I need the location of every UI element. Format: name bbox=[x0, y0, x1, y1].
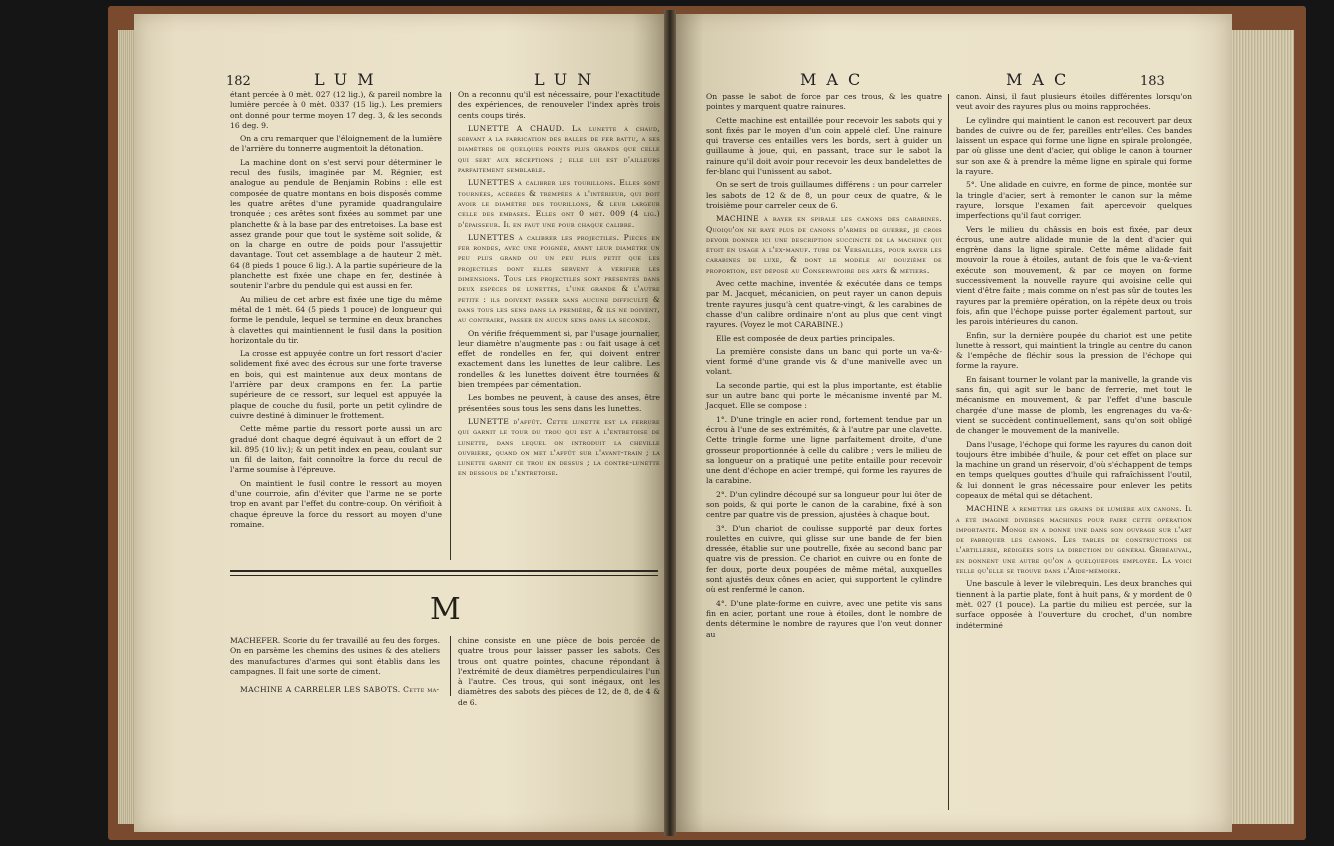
paragraph: Avec cette machine, inventée & exécutée dans ce temps par M. Jacquet, mécanicien, on peut rayer un canon depuis trente rayures jusqu'à cent quatre-vingt, & les carabines de chasse d'un calibre ordinaire n'ont au plus que cent vingt rayures. (Voyez le mot CARABINE.) bbox=[706, 279, 942, 330]
paragraph: LUNETTE A CHAUD. La lunette à chaud, servant à la fabrication des balles de fer battu, a ses diamètres de quelques points plus grands que celle qui sert aux réceptions ; elle lui est d'ailleurs parfaitement semblable. bbox=[458, 123, 660, 175]
left-column-1 bbox=[230, 90, 442, 560]
paragraph: Le cylindre qui maintient le canon est recouvert par deux bandes de cuivre ou de fer, pareilles entr'elles. Ces bandes laissent un espace qui forme une ligne en spirale prolongée, par où glisse une dent d'acier, qui oblige le canon à tourner sur son axe & à prendre la même ligne en spirale qui forme la rayure. bbox=[956, 115, 1192, 177]
left-column-4 bbox=[458, 636, 660, 786]
paragraph: MACHINE à remettre les grains de lumière aux canons. Il a été imaginé diverses machines pour faire cette opération importante. Monge en a donné une dans son ouvrage sur l'art de fabriquer les canons. Les tables de constructions de l'artillerie, rédigées sous la direction du général Gribeauval, en donnent une autre qu'on a quelquefois employée. La voici telle qu'elle se trouve dans l'Aide-mémoire. bbox=[956, 504, 1192, 576]
column-divider bbox=[450, 92, 451, 560]
paragraph: Les bombes ne peuvent, à cause des anses, être présentées sous tous les sens dans les lunettes. bbox=[458, 393, 660, 413]
section-letter: M bbox=[430, 592, 461, 627]
paragraph: Une bascule à lever le vilebrequin. Les deux branches qui tiennent à la partie plate, font à huit pans, & y mordent de 0 mèt. 027 (1 pouce). La partie du milieu est percée, sur la surface opposée à l'ouverture du crochet, d'un nombre indéterminé bbox=[956, 579, 1192, 630]
left-page-number: 182 bbox=[226, 74, 251, 89]
paragraph: 4°. D'une plate-forme en cuivre, avec une petite vis sans fin en acier, portant une roue à étoiles, dont le nombre de dents détermine le nombre de rayures que l'on veut donner au bbox=[706, 598, 942, 639]
left-column-3 bbox=[230, 636, 440, 786]
paragraph: MACHINE A CARRELER LES SABOTS. Cette ma- bbox=[240, 685, 440, 695]
paragraph: La machine dont on s'est servi pour déterminer le recul des fusils, imaginée par M. Régnier, est analogue au pendule de Benjamin Robins : elle est composée de quatre montans en bois disposés comme les quatre arêtes d'une pyramide quadrangulaire tronquée ; ces arêtes sont fixées au sommet par une planchette & à la base par des entretoises. La base est assez grande pour que tout le système soit solide, & on la charge en outre de poids pour l'assujettir davantage. Tout cet assemblage a de hauteur 2 mèt. 64 (8 pieds 1 pouce 6 lig.). A la partie supérieure de la planchette est fixée une chape en fer, destinée à soutenir l'arbre du pendule qui est aussi en fer. bbox=[230, 157, 442, 291]
right-page-edges bbox=[1232, 30, 1294, 824]
paragraph: Vers le milieu du châssis en bois est fixée, par deux écrous, une autre alidade munie de la dent d'acier qui engrène dans la ligne spirale. Cette même alidade fait mouvoir la roue à étoiles, autant de fois que le va-&-vient exécute son mouvement, & par ce moyen on forme successivement la nouvelle rayure qui avoisine celle qui vient d'être faite ; mais comme on n'est pas sûr de toutes les rayures par la première opération, on la répète deux ou trois fois, afin que l'échope puisse porter également partout, sur les parois intérieures du canon. bbox=[956, 224, 1192, 327]
column-divider bbox=[450, 636, 451, 696]
paragraph: On maintient le fusil contre le ressort au moyen d'une courroie, afin d'éviter que l'arme ne se porte trop en avant par l'effet du contre-coup. On vérifioit à chaque épreuve la force du ressort au moyen d'une romaine. bbox=[230, 478, 442, 529]
paragraph: 2°. D'un cylindre découpé sur sa longueur pour lui ôter de son poids, & qui porte le canon de la carabine, fixé à son centre par quatre vis de pression, ajustées à chaque bout. bbox=[706, 489, 942, 520]
paragraph: 5°. Une alidade en cuivre, en forme de pince, montée sur la tringle d'acier, sert à remonter le canon sur la même rayure, lorsque l'examen fait apercevoir quelques imperfections qu'il faut corriger. bbox=[956, 180, 1192, 221]
section-rule-top bbox=[230, 570, 658, 572]
right-header-left: MAC bbox=[800, 70, 871, 89]
paragraph: On se sert de trois guillaumes différens : un pour carreler les sabots de 12 & de 8, un pour ceux de quatre, & le troisième pour carreler ceux de 6. bbox=[706, 180, 942, 210]
right-column-2 bbox=[956, 92, 1192, 812]
paragraph: étant percée à 0 mèt. 027 (12 lig.), & pareil nombre la lumière percée à 0 mèt. 0337 (15 lig.). Les premiers ont donné pour terme moyen 17 deg. 3, & les seconds 16 deg. 9. bbox=[230, 90, 442, 130]
paragraph: 3°. D'un chariot de coulisse supporté par deux fortes roulettes en cuivre, qui glisse sur une bande de fer bien dressée, établie sur une poutrelle, fixée au second banc par quatre vis de pression. Ce chariot en cuivre ou en fonte de fer doux, porte deux poupées de même métal, auxquelles sont ajustés deux cônes en acier, qui supportent le cylindre où est renfermé le canon. bbox=[706, 523, 942, 595]
paragraph: On a cru remarquer que l'éloignement de la lumière de l'arrière du tonnerre augmentoit la détonation. bbox=[230, 134, 442, 154]
paragraph: Enfin, sur la dernière poupée du chariot est une petite lunette à ressort, qui maintient la tringle au centre du canon & l'empêche de fléchir sous la pression de l'échope qui forme la rayure. bbox=[956, 330, 1192, 371]
book-gutter bbox=[664, 10, 676, 836]
paragraph: Elle est composée de deux parties principales. bbox=[716, 333, 896, 343]
paragraph: LUNETTES à calibrer les projectiles. Pièces en fer rondes, avec une poignée, ayant leur diamètre un peu plus grand ou un peu plus petit que les projectiles dont elles servent à vérifier les dimensions. Tous les projectiles sont présentés dans deux espèces de lunettes, l'une grande & l'autre petite : ils doivent passer sans aucune difficulté & dans tous les sens dans la première, & ils ne doivent, au contraire, passer en aucun sens dans la seconde. bbox=[458, 232, 660, 325]
paragraph: En faisant tourner le volant par la manivelle, la grande vis sans fin, qui agit sur le banc de ferrerie, met tout le mécanisme en mouvement, & par l'effet d'une bascule chargée d'une masse de plomb, les engrenages du va-&-vient se succèdent continuellement, sans qu'on soit obligé de changer le mouvement de la manivelle. bbox=[956, 374, 1192, 436]
paragraph: chine consiste en une pièce de bois percée de quatre trous pour laisser passer les sabots. Ces trous ont quatre pointes, chacune répondant à l'extrémité de deux diamètres perpendiculaires l'un à l'autre. Ces trous, qui sont inégaux, ont les diamètres des sabots des pièces de 12, de 8, de 4 & de 6. bbox=[458, 636, 660, 707]
paragraph: La première consiste dans un banc qui porte un va-&-vient formé d'une grande vis & d'une manivelle avec un volant. bbox=[706, 346, 942, 377]
right-page bbox=[676, 14, 1232, 832]
paragraph: On passe le sabot de force par ces trous, & les quatre pointes y marquent quatre rainures. bbox=[706, 92, 942, 112]
paragraph: MACHINE à rayer en spirale les canons des carabines. Quoiqu'on ne raye plus de canons d'armes de guerre, je crois devoir donner ici une description succincte de la machine qui étoit en usage à l'ex-manuf. ture de Versailles, pour rayer les carabines de luxe, & dont le modèle au douzième de proportion, est déposé au Conservatoire des arts & métiers. bbox=[706, 214, 942, 275]
paragraph: On a reconnu qu'il est nécessaire, pour l'exactitude des expériences, de renouveler l'index après trois cents coups tirés. bbox=[458, 90, 660, 120]
paragraph: Dans l'usage, l'échope qui forme les rayures du canon doit toujours être imbibée d'huile, & pour cet effet on place sur la machine un grand un réservoir, d'où s'échappent de temps en temps quelques gouttes d'huile qui rafraîchissent l'outil, & lui donnent le gras nécessaire pour enlever les petits copeaux de métal qui se détachent. bbox=[956, 439, 1192, 500]
paragraph: La crosse est appuyée contre un fort ressort d'acier solidement fixé avec des écrous sur une forte traverse en bois, qui est maintenue aux deux montans de l'arrière par deux crampons en fer. La partie supérieure de ce ressort, sur lequel est appuyée la plaque de couche du fusil, porte un petit cylindre de cuivre destiné à diminuer le frottement. bbox=[230, 349, 442, 420]
paragraph: LUNETTES à calibrer les tourillons. Elles sont tournées, acérées & trempées à l'intérieur, qui doit avoir le diamètre des tourillons, & leur largeur celle des embases. Elles ont 0 mèt. 009 (4 lig.) d'épaisseur. Il en faut une pour chaque calibre. bbox=[458, 178, 660, 229]
left-column-2 bbox=[458, 90, 660, 560]
left-header-left: LUM bbox=[314, 70, 384, 89]
paragraph: La seconde partie, qui est la plus importante, est établie sur un autre banc qui porte le mécanisme inventé par M. Jacquet. Elle se compose : bbox=[706, 380, 942, 411]
paragraph: 1°. D'une tringle en acier rond, fortement tendue par un écrou à l'une de ses extrémités, & à l'autre par une clavette. Cette tringle forme une ligne parfaitement droite, d'une grosseur proportionnée à celle du calibre ; vers le milieu de sa longueur on a pratiqué une petite entaille pour recevoir une dent d'échope en acier trempé, qui forme les rayures de la carabine. bbox=[706, 414, 942, 486]
left-page bbox=[134, 14, 664, 832]
section-rule-top-thin bbox=[230, 575, 658, 576]
right-column-1 bbox=[706, 92, 942, 812]
paragraph: Cette même partie du ressort porte aussi un arc gradué dont chaque degré équivaut à un effort de 2 kil. 895 (10 liv.); & un petit index en peau, coulant sur un fil de laiton, fait connoître la force du recul de l'arme soumise à l'épreuve. bbox=[230, 424, 442, 475]
paragraph: Cette machine est entaillée pour recevoir les sabots qui y sont fixés par le moyen d'un coin appelé clef. Une rainure qui traverse ces entailles vers les bords, sert à guider un guillaume à joue, qui, en passant, trace sur le sabot la rainure qu'il doit avoir pour recevoir les deux bandelettes de fer-blanc qui l'unissent au sabot. bbox=[706, 115, 942, 177]
paragraph: Au milieu de cet arbre est fixée une tige du même métal de 1 mèt. 64 (5 pieds 1 pouce) de longueur qui forme le pendule, lequel se termine en deux branches à clavettes qui maintiennent le fusil dans la position horizontale du tir. bbox=[230, 294, 442, 345]
right-header-right: MAC bbox=[1006, 70, 1077, 89]
paragraph: canon. Ainsi, il faut plusieurs étoiles différentes lorsqu'on veut avoir des rayures plus ou moins rapprochées. bbox=[956, 92, 1192, 112]
column-divider bbox=[948, 94, 949, 810]
paragraph: LUNETTE d'affût. Cette lunette est la ferrure qui garnit le tour du trou qui est à l'entretoise de lunette, dans lequel on introduit la cheville ouvrière, quand on met l'affût sur l'avant-train ; la lunette garnit ce trou en dessus ; la contre-lunette en dessous de l'entretoise. bbox=[458, 416, 660, 478]
paragraph: MACHEFER. Scorie du fer travaillé au feu des forges. On en parsème les chemins des usines & des ateliers des manufactures d'armes qui sont établis dans les campagnes. Il fait une sorte de ciment. bbox=[230, 636, 440, 676]
paragraph: On vérifie fréquemment si, par l'usage journalier, leur diamètre n'augmente pas : ou fait usage à cet effet de rondelles en fer, qui doivent entrer exactement dans les lunettes de leur calibre. Les rondelles & les lunettes doivent être tournées & bien trempées par cémentation. bbox=[458, 328, 660, 390]
right-page-number: 183 bbox=[1140, 74, 1165, 89]
left-header-right: LUN bbox=[534, 70, 602, 89]
